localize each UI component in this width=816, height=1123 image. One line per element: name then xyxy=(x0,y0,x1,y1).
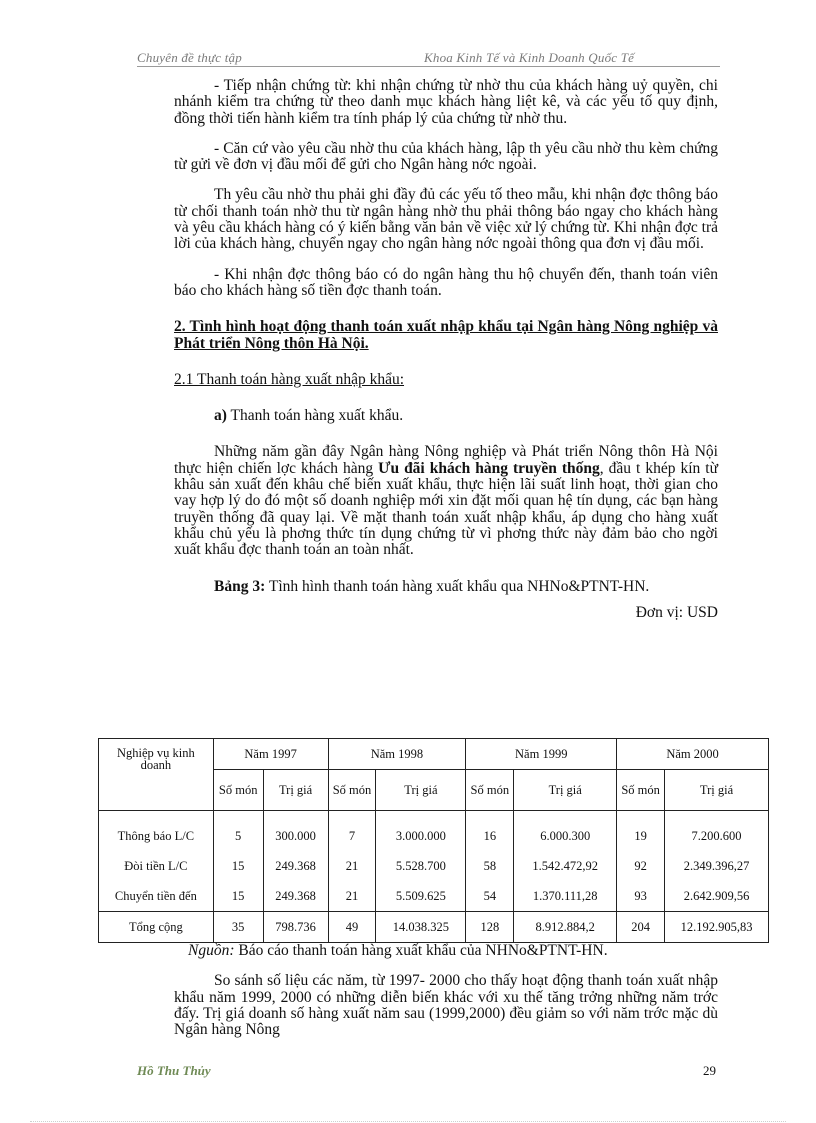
row-label: Chuyển tiền đến xyxy=(99,881,214,912)
table-cell: 204 xyxy=(617,912,665,943)
year-header: Năm 1998 xyxy=(328,739,466,770)
table-total-row xyxy=(99,912,769,943)
table-cell: 5.509.625 xyxy=(376,881,466,912)
table-cell: 16 xyxy=(466,811,514,852)
year-header: Năm 1999 xyxy=(466,739,617,770)
table-cell: 7.200.600 xyxy=(665,811,769,852)
paragraph-collection-request: - Căn cứ vào yêu cầu nhờ thu của khách hàng, lập th yêu cầu nhờ thu kèm chứng từ gửi về đơn vị đầu mối để gửi cho Ngân hàng nớc ngoài. xyxy=(174,139,718,174)
table-row xyxy=(99,811,769,852)
page-number: 29 xyxy=(703,1063,716,1078)
subheading-a-text: Thanh toán hàng xuất khẩu. xyxy=(226,407,404,425)
table-cell: 21 xyxy=(328,881,376,912)
table-cell: 21 xyxy=(328,851,376,881)
year-header: Năm 1997 xyxy=(213,739,328,770)
value-header: Trị giá xyxy=(514,770,617,811)
table-cell: 249.368 xyxy=(263,851,328,881)
strategy-bold-text: Ưu đãi khách hàng truyền thống xyxy=(378,459,600,477)
source-label: Nguồn: xyxy=(188,942,235,959)
table-cell: 300.000 xyxy=(263,811,328,852)
table-cell: 1.370.111,28 xyxy=(514,881,617,912)
unit-label: Đơn vị: USD xyxy=(635,603,718,621)
table-cell: 3.000.000 xyxy=(376,811,466,852)
header-left: Chuyên đề thực tập xyxy=(137,50,242,65)
row-label: Đòi tiền L/C xyxy=(99,851,214,881)
table-row xyxy=(99,851,769,881)
header-divider xyxy=(137,66,720,67)
table-cell: 7 xyxy=(328,811,376,852)
table-cell: 249.368 xyxy=(263,881,328,912)
page-bottom-divider xyxy=(30,1121,786,1122)
section-heading-2: 2. Tình hình hoạt động thanh toán xuất nhập khẩu tại Ngân hàng Nông nghiệp và Phát triển Nông thôn Hà Nội. xyxy=(174,318,718,352)
table-cell: 5 xyxy=(213,811,263,852)
strategy-text-1: Những năm gần đây Ngân hàng Nông nghiệp và Phát triển Nông thôn Hà Nội thực hiện chiến lợc khách hàng xyxy=(174,443,718,477)
table-caption xyxy=(174,579,718,595)
table-row xyxy=(99,881,769,912)
source-block xyxy=(174,943,718,1038)
subheading-a-label: a) xyxy=(214,407,227,425)
table-corner-header: Nghiệp vụ kinh doanh xyxy=(99,739,214,811)
table-cell: 2.349.396,27 xyxy=(665,851,769,881)
table-cell: 58 xyxy=(466,851,514,881)
export-payment-table xyxy=(98,738,769,943)
table-cell: 5.528.700 xyxy=(376,851,466,881)
table-cell: 15 xyxy=(213,881,263,912)
row-label: Thông báo L/C xyxy=(99,811,214,852)
body-text xyxy=(174,78,718,621)
value-header: Trị giá xyxy=(376,770,466,811)
table-cell: 35 xyxy=(213,912,263,943)
paragraph-comparison: So sánh số liệu các năm, từ 1997- 2000 cho thấy hoạt động thanh toán xuất nhập khẩu năm 1999, 2000 có những diễn biến khác với xu thế tăng trởng những năm trớc đấy. Trị giá doanh số hàng xuất năm sau (1999,2000) đều giảm so với năm trớc mặc dù Ngân hàng Nông xyxy=(174,972,718,1039)
table-cell: 6.000.300 xyxy=(514,811,617,852)
table-cell: 1.542.472,92 xyxy=(514,851,617,881)
table-cell: 92 xyxy=(617,851,665,881)
table-header-row xyxy=(99,739,769,770)
count-header: Số món xyxy=(466,770,514,811)
table-cell: 54 xyxy=(466,881,514,912)
source-text: Báo cáo thanh toán hàng xuất khẩu của NHNo&PTNT-HN. xyxy=(234,942,608,959)
source-note xyxy=(174,943,718,959)
count-header: Số món xyxy=(328,770,376,811)
table-cell: 19 xyxy=(617,811,665,852)
section-heading-2-1: 2.1 Thanh toán hàng xuất nhập khẩu: xyxy=(174,370,405,388)
paragraph-strategy xyxy=(174,444,718,558)
table-cell: 798.736 xyxy=(263,912,328,943)
year-header: Năm 2000 xyxy=(617,739,769,770)
table-cell: 49 xyxy=(328,912,376,943)
table-cell: 8.912.884,2 xyxy=(514,912,617,943)
footer-author: Hồ Thu Thủy xyxy=(137,1063,211,1078)
value-header: Trị giá xyxy=(263,770,328,811)
count-header: Số món xyxy=(213,770,263,811)
table-cell: 128 xyxy=(466,912,514,943)
table-caption-label: Bảng 3: xyxy=(214,577,266,595)
paragraph-request-letter: Th yêu cầu nhờ thu phải ghi đầy đủ các yếu tố theo mẫu, khi nhận đợc thông báo từ chối thanh toán nhờ thu từ ngân hàng nhờ thu phải thông báo ngay cho khách hàng và yêu cầu khách hàng có ý kiến bằng văn bản về việc xử lý chứng từ. Khi nhận đợc trả lời của khách hàng, chuyển ngay cho ngân hàng nớc ngoài thông qua đơn vị đầu mối. xyxy=(174,186,718,253)
header-right: Khoa Kinh Tế và Kinh Doanh Quốc Tế xyxy=(424,50,635,65)
value-header: Trị giá xyxy=(665,770,769,811)
count-header: Số món xyxy=(617,770,665,811)
table-cell: 14.038.325 xyxy=(376,912,466,943)
paragraph-notice: - Khi nhận đợc thông báo có do ngân hàng thu hộ chuyển đến, thanh toán viên báo cho khách hàng số tiền đợc thanh toán. xyxy=(174,265,718,299)
table-cell: 93 xyxy=(617,881,665,912)
table-cell: 15 xyxy=(213,851,263,881)
subheading-a xyxy=(174,408,718,424)
row-label: Tổng cộng xyxy=(99,912,214,943)
table-cell: 12.192.905,83 xyxy=(665,912,769,943)
strategy-text-2: , đầu t khép kín từ khâu sản xuất đến khâu chế biến xuất khẩu, thực hiện lãi suất linh hoạt, thời gian cho vay hợp lý do đó một số doanh nghiệp mới xin đặt mối quan hệ tín dụng, các bạn hàng truyền thống đã quay lại. Về mặt thanh toán xuất nhập khẩu, áp dụng cho hàng xuất khẩu chủ yếu là phơng thức tín dụng chứng từ vì phơng thức này đảm bảo cho ngời xuất khẩu đợc thanh toán an toàn nhất. xyxy=(174,459,718,559)
paragraph-receive-documents: - Tiếp nhận chứng từ: khi nhận chứng từ nhờ thu của khách hàng uỷ quyền, chi nhánh kiểm tra chứng từ theo danh mục khách hàng liệt kê, và các yếu tố quy định, đồng thời tiến hành kiểm tra tính pháp lý của chứng từ nhờ thu. xyxy=(174,77,718,127)
table-caption-text: Tình hình thanh toán hàng xuất khẩu qua NHNo&PTNT-HN. xyxy=(265,577,650,595)
table-cell: 2.642.909,56 xyxy=(665,881,769,912)
